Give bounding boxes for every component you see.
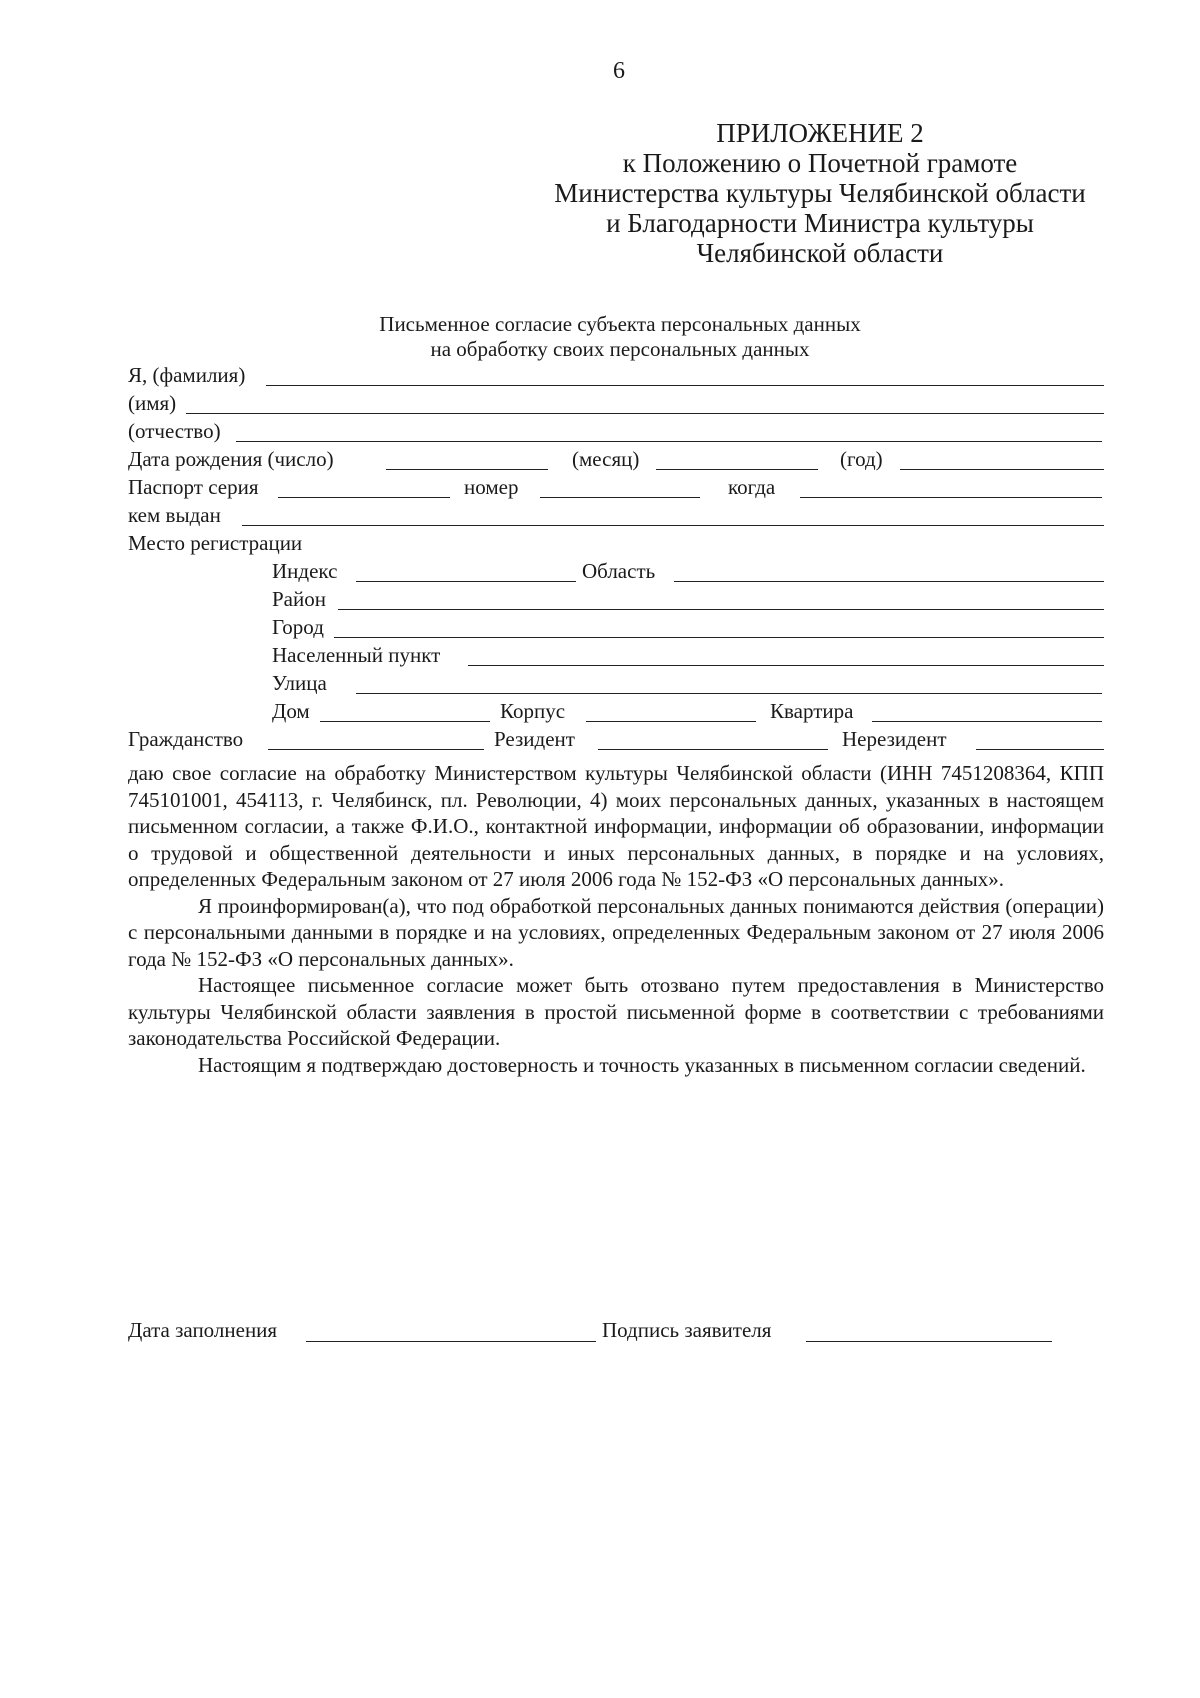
nonresident-label: Нерезидент <box>842 727 947 751</box>
apartment-field[interactable] <box>872 721 1102 722</box>
appendix-line: Министерства культуры Челябинской области <box>554 178 1086 208</box>
document-title <box>250 312 990 362</box>
building-field[interactable] <box>586 721 756 722</box>
fill-date-row <box>128 1318 608 1346</box>
signature-field[interactable] <box>806 1341 1052 1342</box>
house-row <box>272 698 1104 725</box>
birth-year-field[interactable] <box>900 469 1104 470</box>
city-row <box>272 614 1104 641</box>
name-label: (имя) <box>128 391 177 415</box>
appendix-header <box>540 118 1100 268</box>
birth-year-label: (год) <box>840 447 883 471</box>
region-field[interactable] <box>674 581 1104 582</box>
registration-row <box>128 530 528 557</box>
patronymic-field[interactable] <box>236 441 1102 442</box>
passport-when-field[interactable] <box>800 497 1102 498</box>
fill-date-field[interactable] <box>306 1341 596 1342</box>
birth-month-label: (месяц) <box>572 447 640 471</box>
signature-row <box>602 1318 1062 1346</box>
city-field[interactable] <box>334 637 1104 638</box>
appendix-line: к Положению о Почетной грамоте <box>622 148 1018 178</box>
street-label: Улица <box>272 671 327 695</box>
building-label: Корпус <box>500 699 566 723</box>
signature-label: Подпись заявителя <box>602 1318 772 1342</box>
patronymic-label: (отчество) <box>128 419 221 443</box>
district-label: Район <box>272 587 326 611</box>
street-field[interactable] <box>356 693 1102 694</box>
issued-by-label: кем выдан <box>128 503 221 527</box>
house-field[interactable] <box>320 721 490 722</box>
resident-label: Резидент <box>494 727 575 751</box>
city-label: Город <box>272 615 324 639</box>
resident-field[interactable] <box>598 749 828 750</box>
citizenship-label: Гражданство <box>128 727 244 751</box>
issued-by-row <box>128 502 1104 529</box>
surname-row <box>128 362 1104 389</box>
index-label: Индекс <box>272 559 338 583</box>
settlement-field[interactable] <box>468 665 1104 666</box>
nonresident-field[interactable] <box>976 749 1104 750</box>
appendix-line: и Благодарности Министра культуры <box>606 208 1034 238</box>
issued-by-field[interactable] <box>242 525 1104 526</box>
title-line-1: Письменное согласие субъекта персональных данных <box>379 312 861 336</box>
passport-when-label: когда <box>728 475 776 499</box>
passport-series-label: Паспорт серия <box>128 475 259 499</box>
name-field[interactable] <box>186 413 1104 414</box>
house-label: Дом <box>272 699 310 723</box>
birth-day-field[interactable] <box>386 469 548 470</box>
passport-number-label: номер <box>464 475 519 499</box>
surname-field[interactable] <box>266 385 1104 386</box>
passport-number-field[interactable] <box>540 497 700 498</box>
citizenship-field[interactable] <box>268 749 484 750</box>
birth-date-row <box>128 446 1104 473</box>
surname-label: Я, (фамилия) <box>128 363 246 387</box>
name-row <box>128 390 1104 417</box>
birth-month-field[interactable] <box>656 469 818 470</box>
patronymic-row <box>128 418 1104 445</box>
settlement-row <box>272 642 1104 669</box>
district-row <box>272 586 1104 613</box>
consent-body <box>128 760 1104 1078</box>
registration-label: Место регистрации <box>128 531 303 555</box>
consent-paragraph-3: Настоящее письменное согласие может быть отозвано путем предоставления в Министерство культуры Челябинской области заявления в простой письменной форме в соответствии с требованиями законодательства Российской Федерации. <box>128 973 1104 1050</box>
consent-paragraph-2: Я проинформирован(а), что под обработкой персональных данных понимаются действия (операции) с персональными данными в порядке и на условиях, определенных Федеральным законом от 27 июля 2006 года № 152-ФЗ «О персональных данных». <box>128 893 1104 971</box>
apartment-label: Квартира <box>770 699 854 723</box>
district-field[interactable] <box>338 609 1104 610</box>
page-number: 6 <box>613 58 625 84</box>
passport-series-field[interactable] <box>278 497 450 498</box>
appendix-line: ПРИЛОЖЕНИЕ 2 <box>716 118 924 148</box>
index-region-row <box>272 558 1104 585</box>
consent-paragraph-1: даю свое согласие на обработку Министерством культуры Челябинской области (ИНН 7451208364, КПП 745101001, 454113, г. Челябинск, пл. Революции, 4) моих персональных данных, указанных в настоящем письменном согласии, а также Ф.И.О., контактной информации, информации об образовании, информации о трудовой и общественной деятельности и иных персональных данных, в порядке и на условиях, определенных Федеральным законом от 27 июля 2006 года № 152-ФЗ «О персональных данных». <box>128 761 1104 891</box>
street-row <box>272 670 1104 697</box>
appendix-line: Челябинской области <box>696 238 944 268</box>
birth-day-label: Дата рождения (число) <box>128 447 334 471</box>
passport-row <box>128 474 1104 501</box>
settlement-label: Населенный пункт <box>272 643 441 667</box>
consent-paragraph-4: Настоящим я подтверждаю достоверность и точность указанных в письменном согласии сведений. <box>198 1052 1086 1077</box>
region-label: Область <box>582 559 656 583</box>
fill-date-label: Дата заполнения <box>128 1318 278 1342</box>
citizenship-row <box>128 726 1104 753</box>
index-field[interactable] <box>356 581 576 582</box>
title-line-2: на обработку своих персональных данных <box>430 337 810 361</box>
